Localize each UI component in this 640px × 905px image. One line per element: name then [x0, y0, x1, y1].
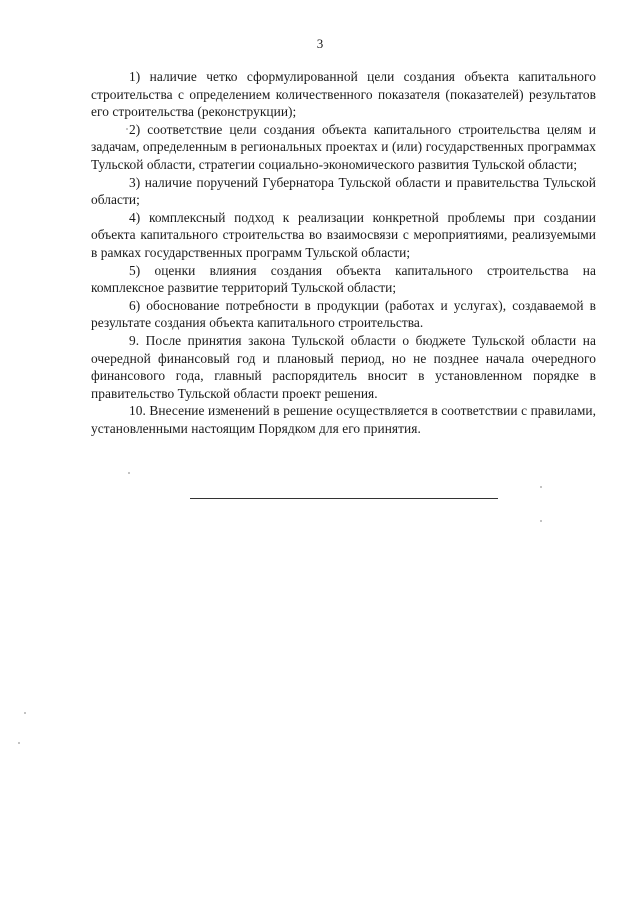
criterion-4-paragraph: 4) комплексный подход к реализации конкретной проблемы при создании объекта капитального строительства во взаимосвязи с мероприятиями, реализуемыми в рамках государственных программ Тульской области;	[91, 209, 596, 260]
closing-divider	[190, 498, 498, 499]
scan-speck	[128, 472, 130, 474]
scan-speck	[126, 128, 128, 130]
criterion-1-paragraph: 1) наличие четко сформулированной цели создания объекта капитального строительства с определением количественного показателя (показателей) результатов его строительства (реконструкции);	[91, 69, 596, 120]
scan-speck	[24, 712, 26, 714]
scan-speck	[540, 520, 542, 522]
criterion-2-paragraph: 2) соответствие цели создания объекта капитального строительства целям и задачам, определенным в региональных проектах и (или) государственных программах Тульской области, стратегии социально-экономического развития Тульской области;	[91, 121, 596, 172]
page-number: 3	[316, 36, 324, 51]
criterion-6-paragraph: 6) обоснование потребности в продукции (работах и услугах), создаваемой в результате создания объекта капитального строительства.	[91, 297, 596, 331]
clause-9-paragraph: 9. После принятия закона Тульской области о бюджете Тульской области на очередной финансовый год и плановый период, но не позднее начала очередного финансового года, главный распорядитель вносит в установленном порядке в правительство Тульской области проект решения.	[91, 332, 596, 401]
clause-10-paragraph: 10. Внесение изменений в решение осуществляется в соответствии с правилами, установленными настоящим Порядком для его принятия.	[91, 403, 596, 436]
criterion-3-paragraph: 3) наличие поручений Губернатора Тульской области и правительства Тульской области;	[91, 174, 596, 208]
document-body	[91, 68, 596, 437]
scan-speck	[18, 742, 20, 744]
criterion-5-paragraph: 5) оценки влияния создания объекта капитального строительства на комплексное развитие территорий Тульской области;	[91, 262, 596, 296]
scan-speck	[540, 486, 542, 488]
